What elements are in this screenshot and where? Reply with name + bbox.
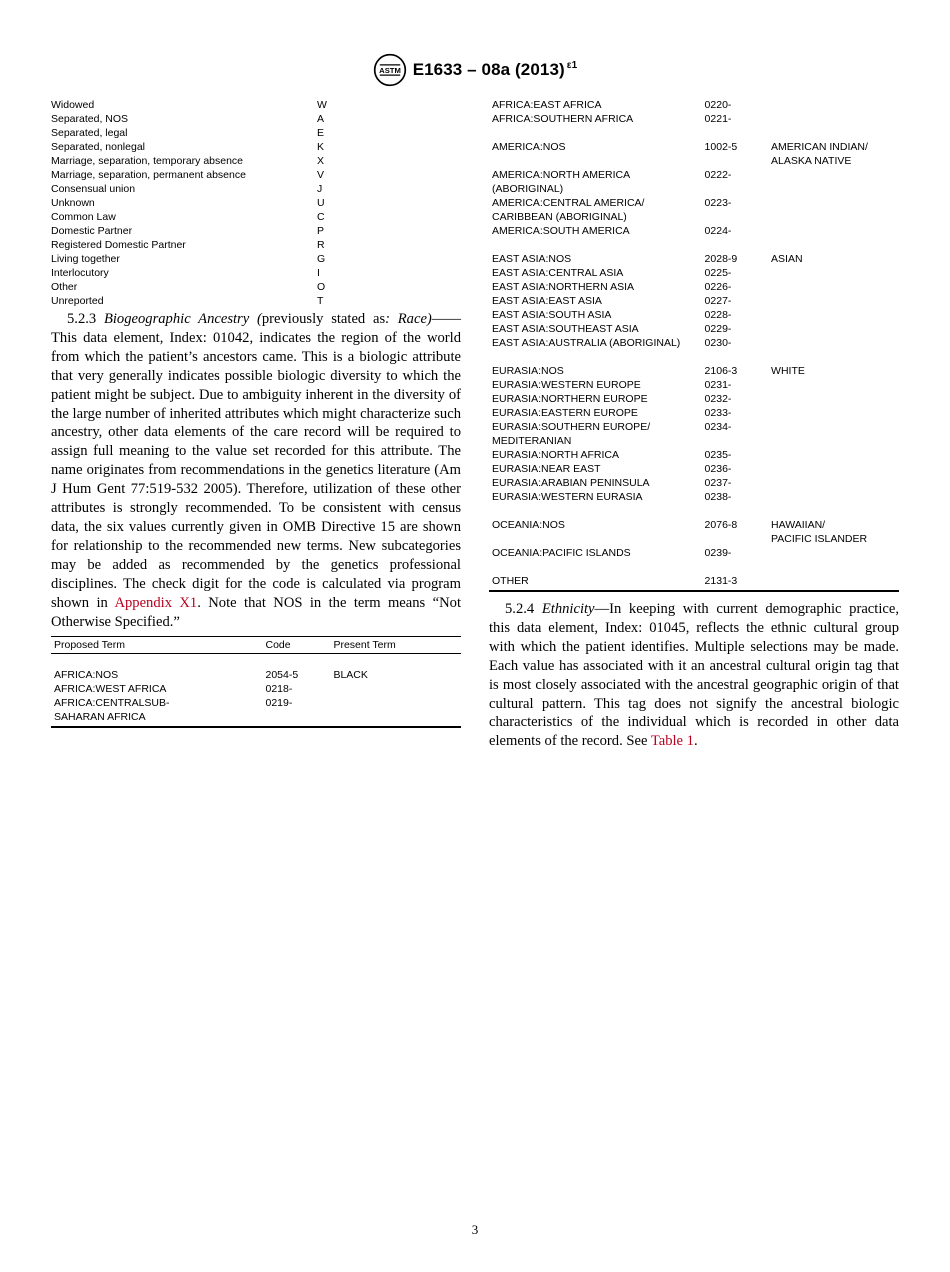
list-item bbox=[51, 238, 461, 252]
status-code: R bbox=[317, 239, 325, 251]
table-row bbox=[489, 462, 899, 476]
status-code: V bbox=[317, 169, 325, 181]
cell-code: 0230- bbox=[704, 337, 732, 349]
section-title: Ethnicity bbox=[541, 601, 595, 617]
table-row bbox=[489, 196, 899, 210]
cell-term: EURASIA:WESTERN EUROPE bbox=[492, 379, 641, 391]
cell-term bbox=[489, 154, 702, 168]
header-proposed-term: Proposed Term bbox=[51, 637, 262, 654]
svg-text:ASTM: ASTM bbox=[378, 65, 401, 75]
table-row bbox=[489, 168, 899, 182]
cell-term: EAST ASIA:AUSTRALIA (ABORIGINAL) bbox=[492, 337, 681, 349]
list-item bbox=[51, 266, 461, 280]
cell-code bbox=[702, 210, 768, 224]
table-row bbox=[51, 710, 461, 727]
status-code: W bbox=[317, 99, 327, 111]
cell-code bbox=[702, 532, 768, 546]
table-spacer bbox=[489, 350, 899, 364]
section-5-2-4: 5.2.4 Ethnicity—In keeping with current demographic practice, this data element, Index: 01045, reflects the ethnic cultural group with which the patient identifies. Multiple selections may be made. Each value has associated with it an ancestral cultural origin tag that is most closely associated with the ancestral geographic origin of that cultural pattern. This tag does not signify the ancestral biologic characteristics of the individual which is recorded in other data elements of the record. See Table 1. bbox=[489, 601, 899, 750]
table-row bbox=[489, 378, 899, 392]
cell-term: OTHER bbox=[489, 574, 702, 591]
cell-code: 0239- bbox=[704, 547, 732, 559]
cell-term: CARIBBEAN (ABORIGINAL) bbox=[492, 211, 627, 223]
cell-present bbox=[768, 476, 899, 490]
section-body: ——This data element, Index: 01042, indicates the region of the world from which the patient’s ancestors came. This is a biologic attribute that very generally indicates possible biologic diversity to which the patient might be subject. Due to ambiguity inherent in the diversity of the large number of inherited attributes which might characterize such ancestry, other data elements of the care record will be required to assign full meaning to the value set recorded for this attribute. The name originates from recommendations in the genetics literature (Am J Hum Gent 77:519-532 2005). Therefore, utilization of these other attributes is strongly recommended. To be consistent with census data, the six values currently given in OMB Directive 15 are shown for relationship to the recommended new terms. New subcategories may be added as recommended by the genetics professional disciplines. The check digit for the code is calculated via program shown in bbox=[51, 311, 461, 611]
cell-present bbox=[768, 266, 899, 280]
cell-code: 0221- bbox=[704, 113, 732, 125]
cell-code: 0228- bbox=[704, 309, 732, 321]
status-code: C bbox=[317, 211, 325, 223]
status-term: Widowed bbox=[51, 99, 95, 111]
cell-term: EURASIA:NEAR EAST bbox=[492, 463, 601, 475]
section-title: Biogeographic Ancestry ( bbox=[103, 311, 262, 327]
cell-code: 0234- bbox=[704, 421, 732, 433]
section-number: 5.2.4 bbox=[505, 601, 535, 617]
list-item bbox=[51, 294, 461, 308]
document-designation: E1633 – 08a (2013) $^{\varepsilon 1}$ bbox=[412, 60, 578, 79]
cell-present: BLACK bbox=[333, 669, 368, 682]
cell-term: EURASIA:NORTHERN EUROPE bbox=[492, 393, 648, 405]
cell-present bbox=[768, 378, 899, 392]
table-row bbox=[489, 322, 899, 336]
table-spacer bbox=[489, 238, 899, 252]
table-row bbox=[51, 682, 461, 696]
cell-term: AFRICA:CENTRALSUB- bbox=[54, 697, 170, 710]
cell-present bbox=[330, 682, 461, 696]
cell-code: 0229- bbox=[704, 323, 732, 335]
table-row bbox=[489, 574, 899, 591]
table-row bbox=[489, 406, 899, 420]
section-note: previously stated as bbox=[261, 311, 386, 327]
status-code: T bbox=[317, 295, 324, 307]
table-row bbox=[489, 112, 899, 126]
cell-code: 0237- bbox=[704, 477, 732, 489]
cell-term: EAST ASIA:SOUTH ASIA bbox=[492, 309, 612, 321]
cell-code: 0222- bbox=[704, 169, 732, 181]
table-row bbox=[489, 266, 899, 280]
cell-present bbox=[768, 112, 899, 126]
cell-present bbox=[768, 224, 899, 238]
cell-present bbox=[768, 322, 899, 336]
astm-logo-icon bbox=[373, 53, 407, 87]
cell-code: 0232- bbox=[704, 393, 732, 405]
appendix-x1-link[interactable]: Appendix X1 bbox=[114, 594, 198, 611]
list-item bbox=[51, 154, 461, 168]
table-1-link[interactable]: Table 1 bbox=[650, 733, 694, 750]
header-present-term: Present Term bbox=[330, 637, 461, 654]
cell-term: EURASIA:SOUTHERN EUROPE/ bbox=[492, 421, 651, 433]
cell-term: EURASIA:NOS bbox=[492, 365, 564, 377]
cell-present bbox=[768, 434, 899, 448]
cell-term: AMERICA:NORTH AMERICA bbox=[492, 169, 631, 181]
cell-present bbox=[768, 406, 899, 420]
status-code: E bbox=[317, 127, 325, 139]
cell-code: 2131-3 bbox=[702, 574, 768, 591]
cell-present bbox=[768, 210, 899, 224]
cell-term: AFRICA:WEST AFRICA bbox=[54, 683, 167, 696]
cell-term: AMERICA:NOS bbox=[492, 141, 566, 153]
cell-term: AFRICA:SOUTHERN AFRICA bbox=[492, 113, 634, 125]
cell-term: EAST ASIA:CENTRAL ASIA bbox=[492, 267, 624, 279]
list-item bbox=[51, 168, 461, 182]
cell-code: 0235- bbox=[704, 449, 732, 461]
table-row bbox=[489, 308, 899, 322]
designation-superscript: ε1 bbox=[566, 60, 578, 72]
cell-present bbox=[768, 448, 899, 462]
list-item bbox=[51, 252, 461, 266]
cell-present bbox=[768, 392, 899, 406]
cell-code bbox=[702, 182, 768, 196]
cell-present bbox=[768, 462, 899, 476]
table-row bbox=[489, 392, 899, 406]
cell-present bbox=[768, 490, 899, 504]
cell-code: 1002-5 bbox=[704, 141, 738, 153]
table-row bbox=[489, 518, 899, 532]
cell-present: ALASKA NATIVE bbox=[771, 155, 852, 167]
cell-term: EURASIA:EASTERN EUROPE bbox=[492, 407, 638, 419]
table-spacer bbox=[51, 654, 461, 669]
status-term: Registered Domestic Partner bbox=[51, 239, 186, 251]
table-row bbox=[489, 182, 899, 196]
status-term: Living together bbox=[51, 253, 120, 265]
table-row bbox=[489, 546, 899, 560]
table-spacer bbox=[489, 560, 899, 574]
cell-code: 2076-8 bbox=[704, 519, 738, 531]
right-column bbox=[489, 98, 899, 751]
status-term: Separated, nonlegal bbox=[51, 141, 145, 153]
cell-present bbox=[768, 294, 899, 308]
cell-code: 0224- bbox=[704, 225, 732, 237]
cell-present bbox=[330, 696, 461, 710]
list-item bbox=[51, 210, 461, 224]
status-term: Separated, NOS bbox=[51, 113, 129, 125]
cell-term: AFRICA:NOS bbox=[54, 669, 119, 682]
cell-code bbox=[702, 154, 768, 168]
cell-term: (ABORIGINAL) bbox=[492, 183, 564, 195]
table-row bbox=[489, 294, 899, 308]
cell-present: PACIFIC ISLANDER bbox=[771, 533, 868, 545]
cell-code: 0236- bbox=[704, 463, 732, 475]
table-row bbox=[489, 420, 899, 434]
list-item bbox=[51, 112, 461, 126]
table-row bbox=[489, 154, 899, 168]
section-number: 5.2.3 bbox=[67, 311, 97, 327]
cell-present: WHITE bbox=[771, 365, 805, 377]
cell-present: AMERICAN INDIAN/ bbox=[771, 141, 868, 153]
status-term: Interlocutory bbox=[51, 267, 109, 279]
cell-term: EURASIA:NORTH AFRICA bbox=[492, 449, 619, 461]
cell-term: AFRICA:EAST AFRICA bbox=[492, 99, 602, 111]
cell-code: 0233- bbox=[704, 407, 732, 419]
table-row bbox=[51, 696, 461, 710]
cell-term: MEDITERANIAN bbox=[492, 435, 572, 447]
table-row bbox=[489, 140, 899, 154]
cell-term: AMERICA:CENTRAL AMERICA/ bbox=[492, 197, 645, 209]
table-row bbox=[489, 280, 899, 294]
cell-term: EAST ASIA:EAST ASIA bbox=[492, 295, 602, 307]
status-term: Other bbox=[51, 281, 78, 293]
cell-present bbox=[768, 98, 899, 112]
cell-present bbox=[768, 574, 899, 591]
list-item bbox=[51, 126, 461, 140]
cell-term: OCEANIA:PACIFIC ISLANDS bbox=[492, 547, 631, 559]
table-row bbox=[489, 532, 899, 546]
table-row bbox=[489, 364, 899, 378]
status-code: A bbox=[317, 113, 325, 125]
table-row bbox=[489, 448, 899, 462]
cell-code bbox=[262, 710, 330, 727]
cell-code bbox=[702, 434, 768, 448]
marital-status-list bbox=[51, 98, 461, 308]
cell-code: 2028-9 bbox=[704, 253, 738, 265]
status-code: I bbox=[317, 267, 320, 279]
table-row bbox=[489, 476, 899, 490]
cell-present bbox=[768, 308, 899, 322]
section-race: Race) bbox=[397, 311, 432, 327]
status-term: Marriage, separation, temporary absence bbox=[51, 155, 244, 167]
cell-present bbox=[768, 196, 899, 210]
table-spacer bbox=[489, 504, 899, 518]
cell-code: 0231- bbox=[704, 379, 732, 391]
status-code: O bbox=[317, 281, 326, 293]
list-item bbox=[51, 196, 461, 210]
cell-code: 0219- bbox=[265, 697, 293, 710]
cell-present: ASIAN bbox=[771, 253, 803, 265]
cell-term: AMERICA:SOUTH AMERICA bbox=[492, 225, 630, 237]
cell-present bbox=[768, 420, 899, 434]
list-item bbox=[51, 140, 461, 154]
cell-present: HAWAIIAN/ bbox=[771, 519, 826, 531]
document-header bbox=[0, 50, 950, 90]
cell-term: SAHARAN AFRICA bbox=[51, 710, 262, 727]
cell-term: EAST ASIA:SOUTHEAST ASIA bbox=[492, 323, 639, 335]
status-term: Separated, legal bbox=[51, 127, 128, 139]
cell-code: 0218- bbox=[265, 683, 293, 696]
cell-term: EAST ASIA:NORTHERN ASIA bbox=[492, 281, 634, 293]
table-row bbox=[489, 434, 899, 448]
cell-code: 0225- bbox=[704, 267, 732, 279]
table-row bbox=[489, 252, 899, 266]
page-number: 3 bbox=[471, 1222, 479, 1237]
status-code: J bbox=[317, 183, 323, 195]
status-term: Unreported bbox=[51, 295, 104, 307]
table-row bbox=[489, 224, 899, 238]
cell-code: 0220- bbox=[704, 99, 732, 111]
status-code: G bbox=[317, 253, 326, 265]
list-item bbox=[51, 182, 461, 196]
cell-present bbox=[768, 168, 899, 182]
cell-present bbox=[768, 182, 899, 196]
cell-term: OCEANIA:NOS bbox=[492, 519, 565, 531]
cell-term: EURASIA:WESTERN EURASIA bbox=[492, 491, 643, 503]
cell-code: 0223- bbox=[704, 197, 732, 209]
cell-present bbox=[768, 336, 899, 350]
table-row bbox=[51, 668, 461, 682]
status-term: Common Law bbox=[51, 211, 116, 223]
table-row bbox=[489, 490, 899, 504]
table-row bbox=[489, 98, 899, 112]
left-column bbox=[51, 98, 461, 728]
cell-code: 0227- bbox=[704, 295, 732, 307]
status-term: Unknown bbox=[51, 197, 95, 209]
status-term: Domestic Partner bbox=[51, 225, 133, 237]
cell-code: 0226- bbox=[704, 281, 732, 293]
ancestry-table-left bbox=[51, 636, 461, 728]
cell-code: 2054-5 bbox=[265, 669, 299, 682]
cell-present bbox=[768, 546, 899, 560]
section-body: —In keeping with current demographic practice, this data element, Index: 01045, reflects the ethnic cultural group with which the patient identifies. Multiple selections may be made. Each value has associated with it an ancestral cultural origin tag that is most closely associated with the ancestral geographic origin of that cultural pattern. This tag does not signify the ancestral biologic characteristics of the individual which is recorded in other data elements of the record. See bbox=[489, 601, 899, 750]
status-code: U bbox=[317, 197, 325, 209]
table-spacer bbox=[489, 126, 899, 140]
header-code: Code bbox=[262, 637, 330, 654]
list-item bbox=[51, 98, 461, 112]
status-code: P bbox=[317, 225, 325, 237]
cell-present bbox=[330, 710, 461, 727]
cell-term: EURASIA:ARABIAN PENINSULA bbox=[492, 477, 650, 489]
cell-term: EAST ASIA:NOS bbox=[492, 253, 572, 265]
cell-code: 2106-3 bbox=[704, 365, 738, 377]
status-code: K bbox=[317, 141, 325, 153]
cell-code: 0238- bbox=[704, 491, 732, 503]
cell-present bbox=[768, 280, 899, 294]
cell-term bbox=[489, 532, 702, 546]
section-5-2-3: 5.2.3 Biogeographic Ancestry (previously stated as: Race)——This data element, Index: 01042, indicates the region of the world from which the patient’s ancestors came. This is a biologic attribute that very generally indicates possible biologic diversity to which the patient might be subject. Due to ambiguity inherent in the diversity of the large number of inherited attributes which might characterize such ancestry, other data elements of the care record will be required to assign full meaning to the value set recorded for this attribute. The name originates from recommendations in the genetics literature (Am J Hum Gent 77:519-532 2005). Therefore, utilization of these other attributes is strongly recommended. To be consistent with census data, the six values currently given in OMB Directive 15 are shown for relationship to the recommended new terms. New subcategories may be added as recommended by the genetics professional disciplines. The check digit for the code is calculated via program shown in Appendix X1. Note that NOS in the term means “Not Otherwise Specified.” bbox=[51, 311, 461, 630]
status-term: Consensual union bbox=[51, 183, 136, 195]
list-item bbox=[51, 280, 461, 294]
list-item bbox=[51, 224, 461, 238]
table-row bbox=[489, 336, 899, 350]
table-row bbox=[489, 210, 899, 224]
status-code: X bbox=[317, 155, 325, 167]
ancestry-table-right bbox=[489, 98, 899, 592]
status-term: Marriage, separation, permanent absence bbox=[51, 169, 246, 181]
